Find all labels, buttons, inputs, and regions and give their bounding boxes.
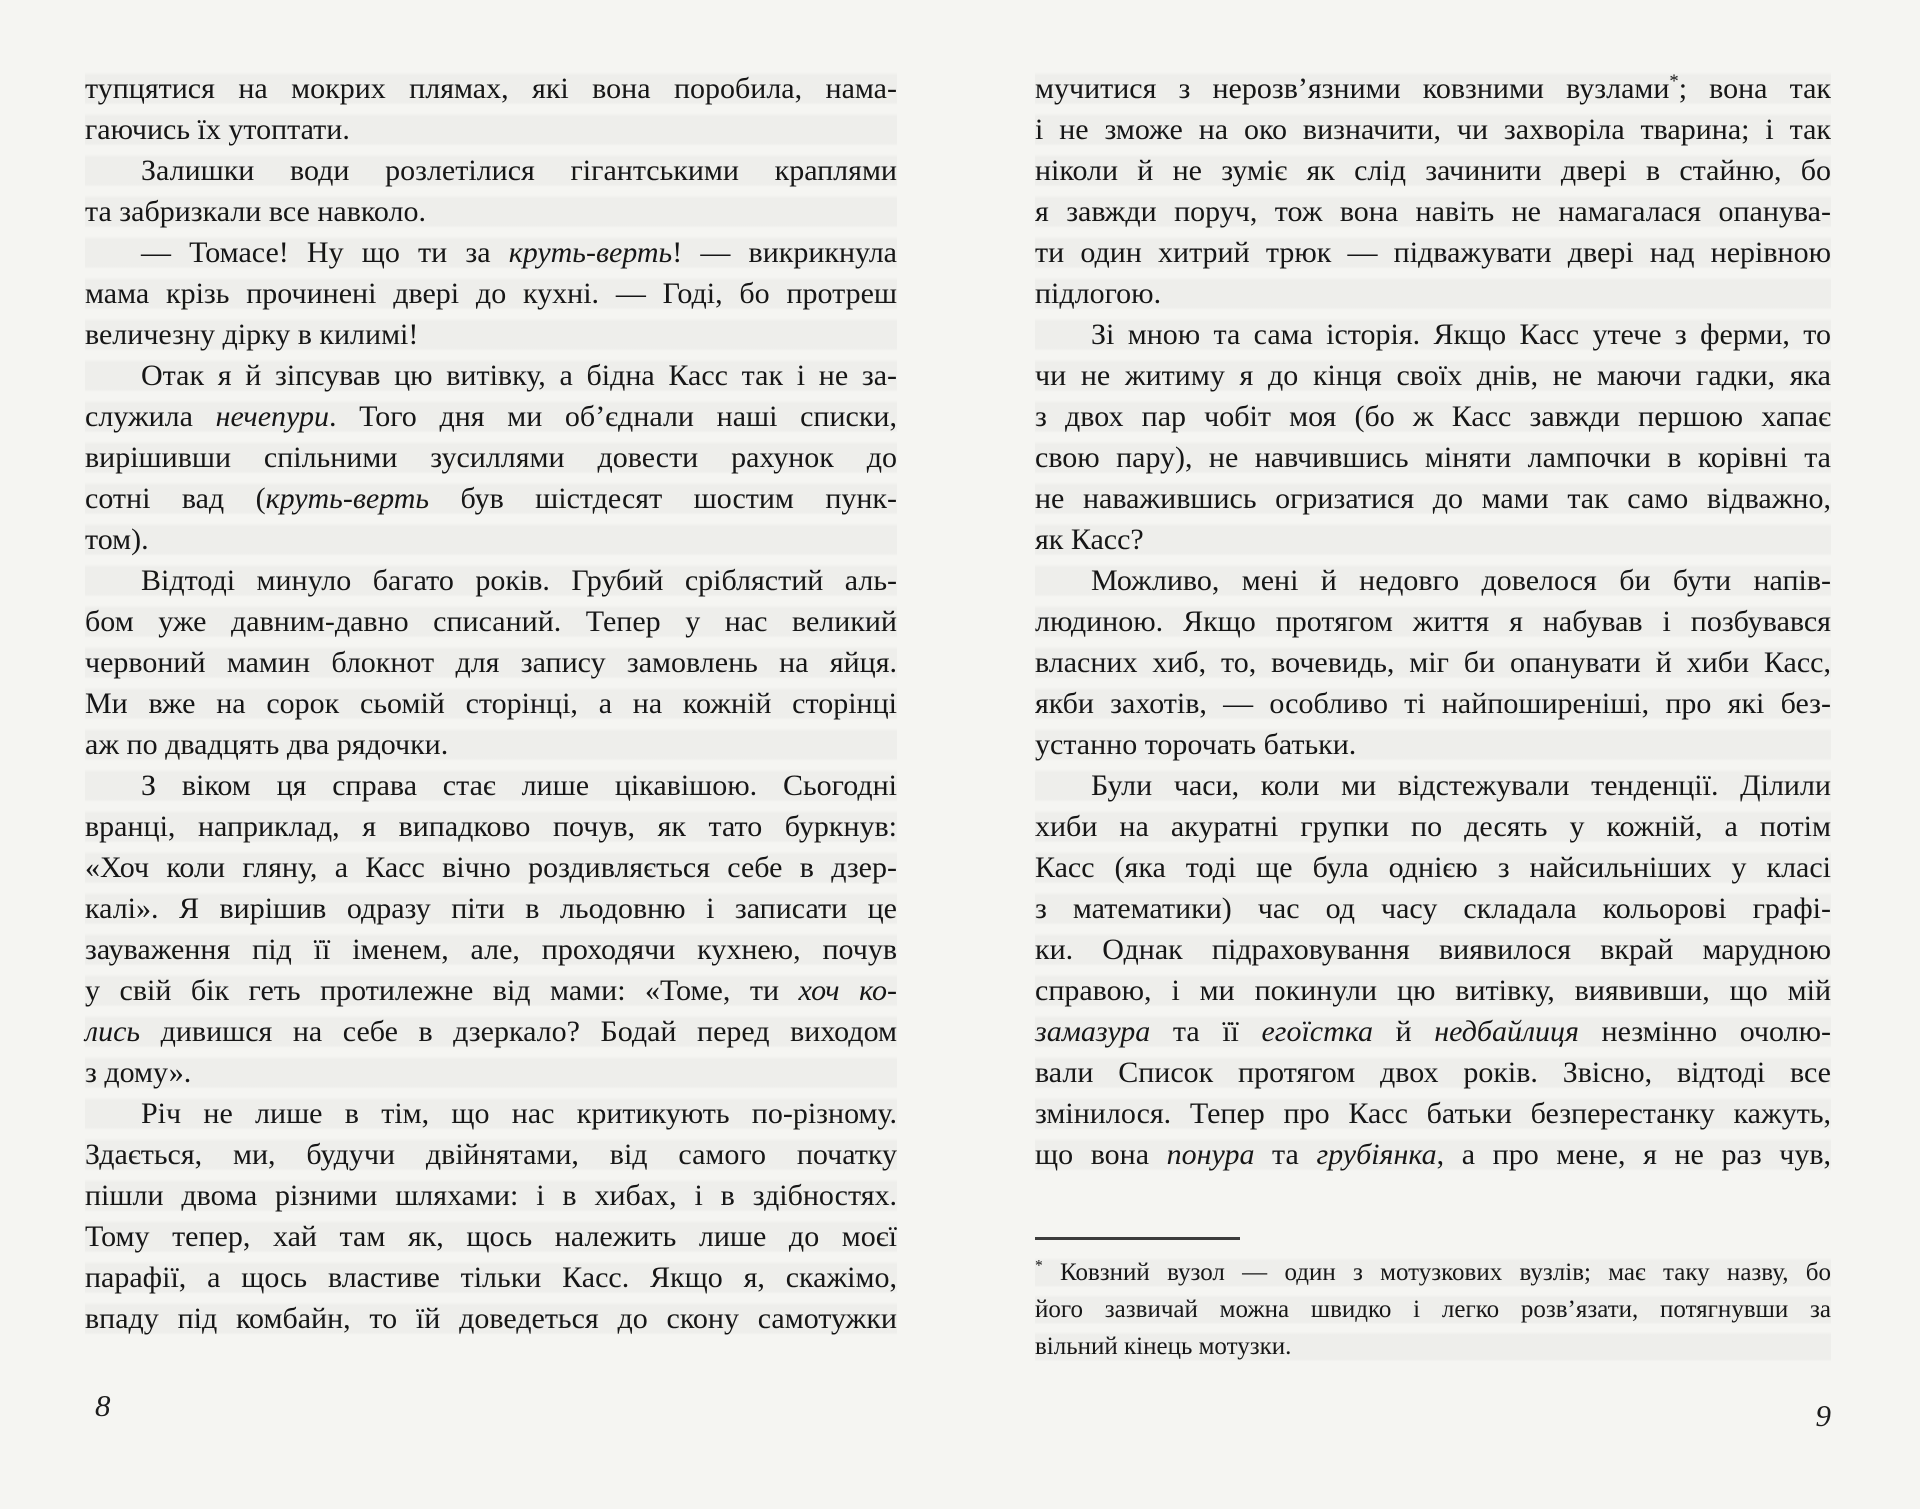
text-line: у свій бік геть протилежне від мами: «Томе, ти хоч ко- bbox=[85, 970, 897, 1011]
text-line: Відтоді минуло багато років. Грубий сріблястий аль- bbox=[85, 560, 897, 601]
text-line: Річ не лише в тім, що нас критикують по-різному. bbox=[85, 1093, 897, 1134]
text-line: ніколи й не зуміє як слід зачинити двері в стайню, бо bbox=[1035, 150, 1831, 191]
text-line: Здається, ми, будучи двійнятами, від самого початку bbox=[85, 1134, 897, 1175]
text-line: замазура та її егоїстка й недбайлиця незмінно очолю- bbox=[1035, 1011, 1831, 1052]
text-line: Тому тепер, хай там як, щось належить лише до моєї bbox=[85, 1216, 897, 1257]
text-line: бом уже давним-давно списаний. Тепер у нас великий bbox=[85, 601, 897, 642]
text-line: не наважившись огризатися до мами так само відважно, bbox=[1035, 478, 1831, 519]
text-line: впаду під комбайн, то їй доведеться до скону самотужки bbox=[85, 1298, 897, 1339]
text-line: калі». Я вирішив одразу піти в льодовню і записати це bbox=[85, 888, 897, 929]
text-line: вранці, наприклад, я випадково почув, як тато буркнув: bbox=[85, 806, 897, 847]
text-line: що вона понура та грубіянка, а про мене, я не раз чув, bbox=[1035, 1134, 1831, 1175]
text-line: З віком ця справа стає лише цікавішою. Сьогодні bbox=[85, 765, 897, 806]
text-line: свою пару), не навчившись міняти лампочки в корівні та bbox=[1035, 437, 1831, 478]
page-right-text bbox=[1035, 68, 1831, 1175]
page-number-left: 8 bbox=[95, 1388, 111, 1423]
text-line: «Хоч коли гляну, а Касс вічно роздивляється себе в дзер- bbox=[85, 847, 897, 888]
page-left-text bbox=[85, 68, 897, 1339]
text-line: * Ковзний вузол — один з мотузкових вузлів; має таку назву, бо bbox=[1035, 1254, 1831, 1291]
text-line: як Касс? bbox=[1035, 519, 1831, 560]
text-line: Зі мною та сама історія. Якщо Касс утече з ферми, то bbox=[1035, 314, 1831, 355]
text-line: Залишки води розлетілися гігантськими краплями bbox=[85, 150, 897, 191]
text-line: його зазвичай можна швидко і легко розв’язати, потягнувши за bbox=[1035, 1291, 1831, 1328]
text-line: з дому». bbox=[85, 1052, 897, 1093]
text-line: Отак я й зіпсував цю витівку, а бідна Касс так і не за- bbox=[85, 355, 897, 396]
footnote bbox=[1035, 1254, 1831, 1365]
text-line: парафії, а щось властиве тільки Касс. Якщо я, скажімо, bbox=[85, 1257, 897, 1298]
text-line: з двох пар чобіт моя (бо ж Касс завжди першою хапає bbox=[1035, 396, 1831, 437]
text-line: хиби на акуратні групки по десять у кожній, а потім bbox=[1035, 806, 1831, 847]
text-line: лись дивишся на себе в дзеркало? Бодай перед виходом bbox=[85, 1011, 897, 1052]
text-line: мучитися з нерозв’язними ковзними вузлами*; вона так bbox=[1035, 68, 1831, 109]
text-line: гаючись їх утоптати. bbox=[85, 109, 897, 150]
text-line: — Томасе! Ну що ти за круть-верть! — викрикнула bbox=[85, 232, 897, 273]
text-line: червоний мамин блокнот для запису замовлень на яйця. bbox=[85, 642, 897, 683]
text-line: вали Список протягом двох років. Звісно, відтоді все bbox=[1035, 1052, 1831, 1093]
text-line: Були часи, коли ми відстежували тенденції. Ділили bbox=[1035, 765, 1831, 806]
text-line: Можливо, мені й недовго довелося би бути напів- bbox=[1035, 560, 1831, 601]
text-line: Касс (яка тоді ще була однією з найсильніших у класі bbox=[1035, 847, 1831, 888]
text-line: людиною. Якщо протягом життя я набував і позбувався bbox=[1035, 601, 1831, 642]
text-line: сотні вад (круть-верть був шістдесят шостим пунк- bbox=[85, 478, 897, 519]
text-line: з математики) час од часу складала кольорові графі- bbox=[1035, 888, 1831, 929]
text-line: аж по двадцять два рядочки. bbox=[85, 724, 897, 765]
text-line: мама крізь прочинені двері до кухні. — Годі, бо протреш bbox=[85, 273, 897, 314]
page-number-right: 9 bbox=[1815, 1398, 1831, 1433]
text-line: власних хиб, то, вочевидь, міг би опанувати й хиби Касс, bbox=[1035, 642, 1831, 683]
text-line: том). bbox=[85, 519, 897, 560]
text-line: служила нечепури. Того дня ми об’єднали наші списки, bbox=[85, 396, 897, 437]
text-line: підлогою. bbox=[1035, 273, 1831, 314]
text-line: пішли двома різними шляхами: і в хибах, і в здібностях. bbox=[85, 1175, 897, 1216]
text-line: змінилося. Тепер про Касс батьки безперестанку кажуть, bbox=[1035, 1093, 1831, 1134]
text-line: ти один хитрий трюк — підважувати двері над нерівною bbox=[1035, 232, 1831, 273]
text-line: величезну дірку в килимі! bbox=[85, 314, 897, 355]
text-line: та забризкали все навколо. bbox=[85, 191, 897, 232]
text-line: тупцятися на мокрих плямах, які вона поробила, нама- bbox=[85, 68, 897, 109]
text-line: вирішивши спільними зусиллями довести рахунок до bbox=[85, 437, 897, 478]
text-line: зауваження під її іменем, але, проходячи кухнею, почув bbox=[85, 929, 897, 970]
text-line: я завжди поруч, тож вона навіть не намагалася опанува- bbox=[1035, 191, 1831, 232]
text-line: ки. Однак підраховування виявилося вкрай марудною bbox=[1035, 929, 1831, 970]
text-line: якби захотів, — особливо ті найпоширеніші, про які без- bbox=[1035, 683, 1831, 724]
text-line: чи не житиму я до кінця своїх днів, не маючи гадки, яка bbox=[1035, 355, 1831, 396]
footnote-divider bbox=[1035, 1237, 1240, 1240]
text-line: Ми вже на сорок сьомій сторінці, а на кожній сторінці bbox=[85, 683, 897, 724]
text-line: справою, і ми покинули цю витівку, виявивши, що мій bbox=[1035, 970, 1831, 1011]
text-line: устанно торочать батьки. bbox=[1035, 724, 1831, 765]
text-line: і не зможе на око визначити, чи захворіла тварина; і так bbox=[1035, 109, 1831, 150]
text-line: вільний кінець мотузки. bbox=[1035, 1328, 1831, 1365]
